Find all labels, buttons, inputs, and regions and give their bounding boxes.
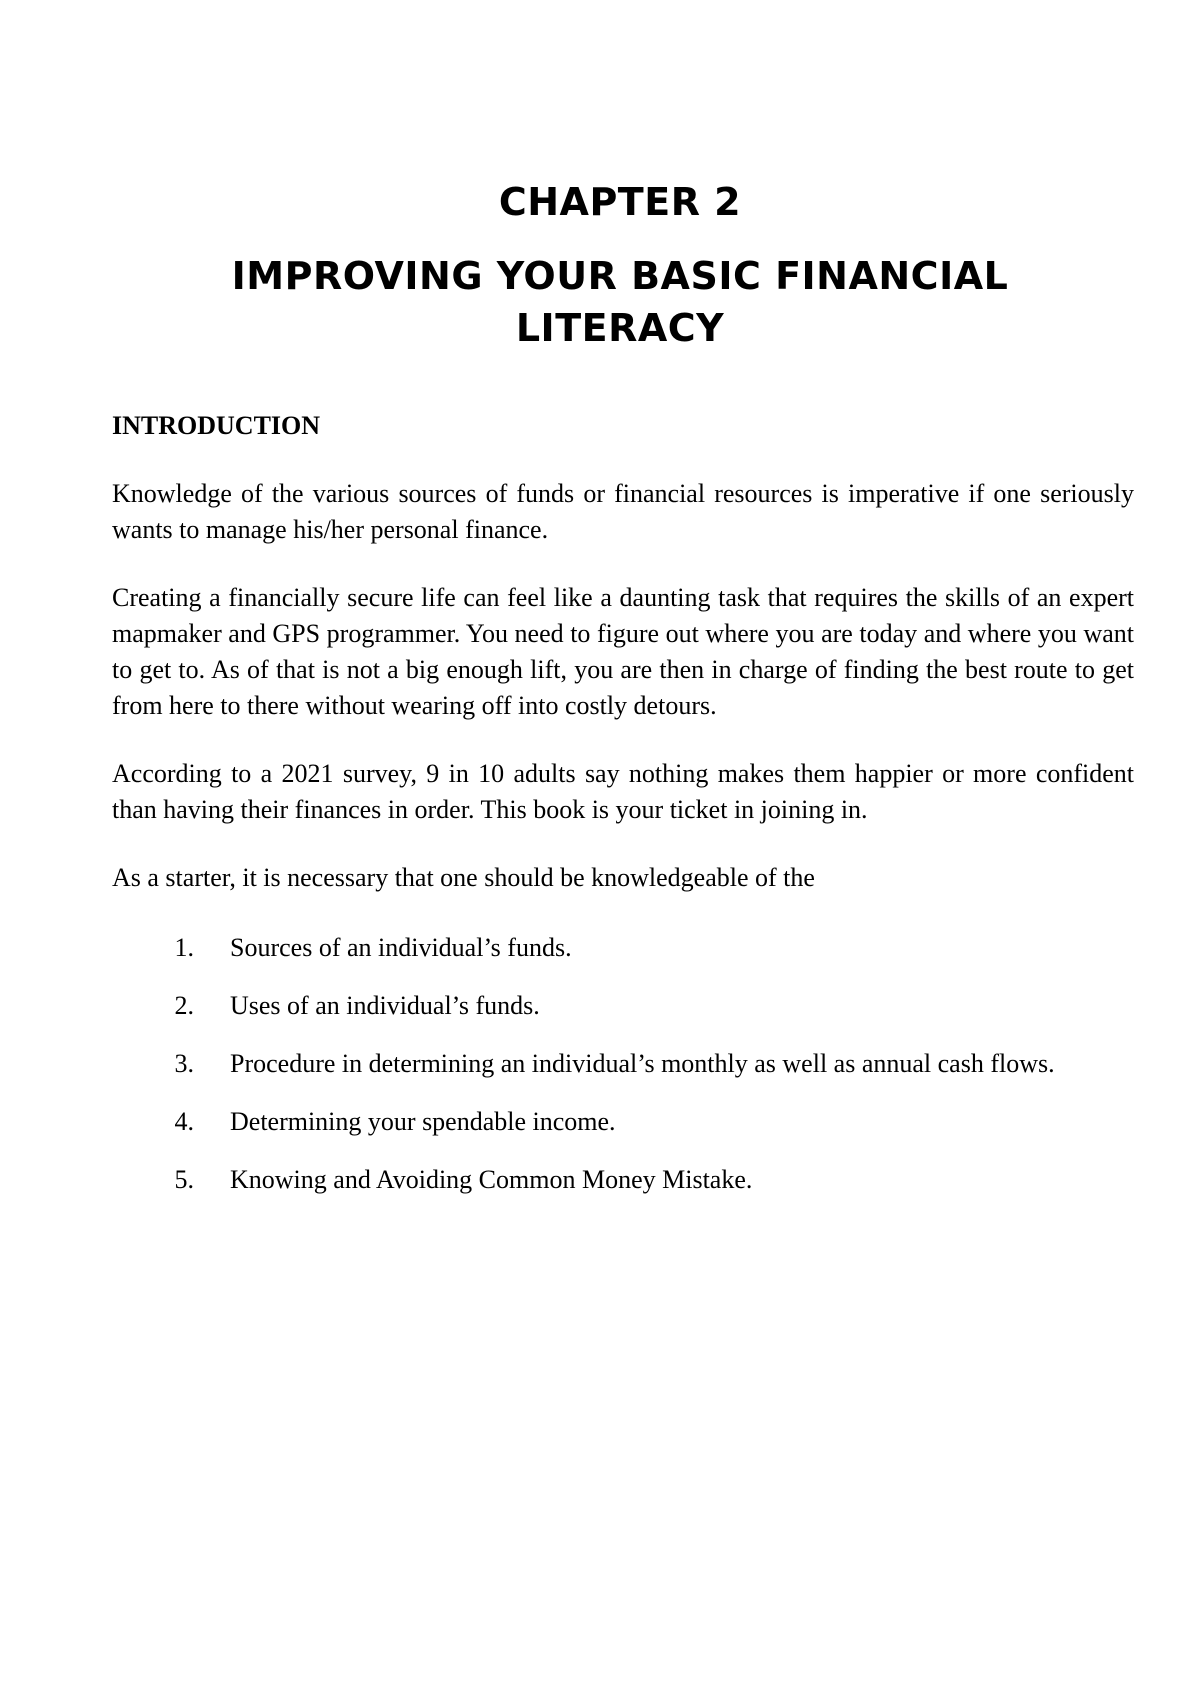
list-item xyxy=(112,1162,1134,1198)
introduction-section xyxy=(112,408,1134,1220)
list-item-text: Uses of an individual’s funds. xyxy=(230,991,540,1020)
list-item xyxy=(112,988,1134,1024)
section-heading: INTRODUCTION xyxy=(112,411,321,440)
list-item-number: 5. xyxy=(174,1165,194,1194)
list-item xyxy=(112,1046,1134,1082)
chapter-label: CHAPTER 2 xyxy=(498,180,742,224)
list-item xyxy=(112,930,1134,966)
list-item-number: 3. xyxy=(174,1049,194,1078)
list-item-text: Sources of an individual’s funds. xyxy=(230,933,572,962)
list-item xyxy=(112,1104,1134,1140)
paragraph: As a starter, it is necessary that one should be knowledgeable of the xyxy=(112,863,815,892)
list-item-text: Determining your spendable income. xyxy=(230,1107,616,1136)
paragraph: Creating a financially secure life can feel like a daunting task that requires the skills of an expert mapmaker and GPS programmer. You need to figure out where you are today and where you want to get to. As of that is not a big enough lift, you are then in charge of finding the best route to get from here to there without wearing off into costly detours. xyxy=(112,583,1134,720)
list-item-text: Knowing and Avoiding Common Money Mistake. xyxy=(230,1165,753,1194)
list-item-number: 1. xyxy=(174,933,194,962)
chapter-title: IMPROVING YOUR BASIC FINANCIAL LITERACY xyxy=(231,254,1009,350)
paragraph: Knowledge of the various sources of funds or financial resources is imperative if one seriously wants to manage his/her personal finance. xyxy=(112,479,1134,544)
list-item-number: 2. xyxy=(174,991,194,1020)
paragraph: According to a 2021 survey, 9 in 10 adults say nothing makes them happier or more confident than having their finances in order. This book is your ticket in joining in. xyxy=(112,759,1134,824)
list-item-text: Procedure in determining an individual’s monthly as well as annual cash flows. xyxy=(230,1049,1055,1078)
numbered-list xyxy=(112,930,1134,1198)
list-item-number: 4. xyxy=(174,1107,194,1136)
